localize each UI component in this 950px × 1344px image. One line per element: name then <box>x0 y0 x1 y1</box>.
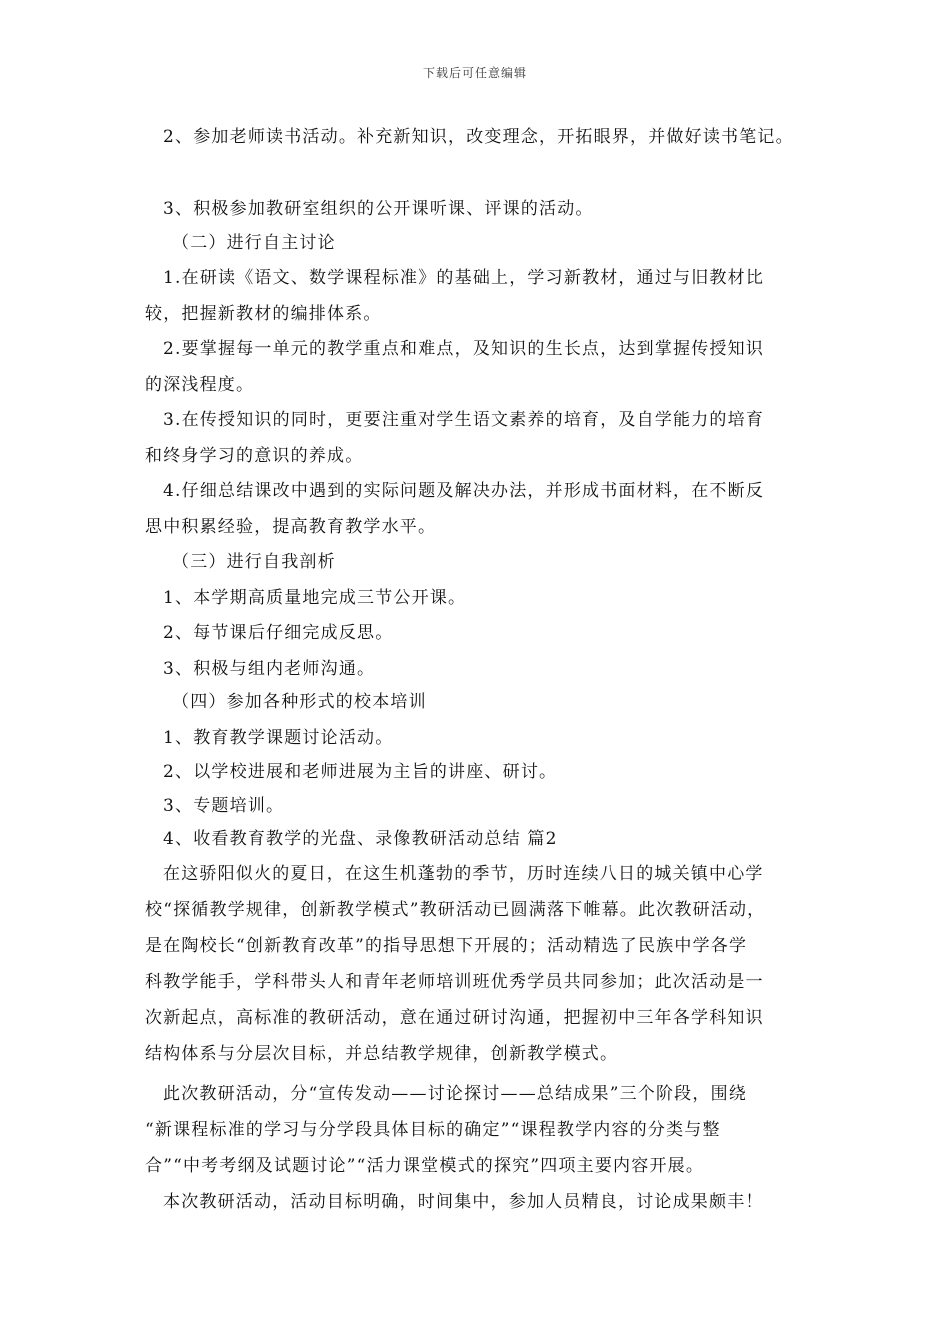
text-line: 和终身学习的意识的养成。 <box>145 446 364 466</box>
text-line: 4.仔细总结课改中遇到的实际问题及解决办法，并形成书面材料，在不断反 <box>163 481 765 501</box>
text-line: 科教学能手，学科带头人和青年老师培训班优秀学员共同参加；此次活动是一 <box>145 972 764 992</box>
text-line: 此次教研活动，分“宣传发动——讨论探讨——总结成果”三个阶段，围绕 <box>163 1084 747 1104</box>
section-heading: （四）参加各种形式的校本培训 <box>172 692 427 712</box>
text-line: 3、积极参加教研室组织的公开课听课、评课的活动。 <box>163 199 594 219</box>
text-line: 次新起点，高标准的教研活动，意在通过研讨沟通，把握初中三年各学科知识 <box>145 1008 764 1028</box>
text-line: 1、教育教学课题讨论活动。 <box>163 728 394 748</box>
text-line: 在这骄阳似火的夏日，在这生机蓬勃的季节，历时连续八日的城关镇中心学 <box>163 864 764 884</box>
text-line: 校“探循教学规律，创新教学模式”教研活动已圆满落下帷幕。此次教研活动， <box>145 900 766 920</box>
text-line: 1.在研读《语文、数学课程标准》的基础上，学习新教材，通过与旧教材比 <box>163 268 765 288</box>
text-line: 4、收看教育教学的光盘、录像教研活动总结 篇2 <box>163 829 558 849</box>
text-line: 3.在传授知识的同时，更要注重对学生语文素养的培育，及自学能力的培育 <box>163 410 765 430</box>
text-line: 2.要掌握每一单元的教学重点和难点，及知识的生长点，达到掌握传授知识 <box>163 339 765 359</box>
text-line: 结构体系与分层次目标，并总结教学规律，创新教学模式。 <box>145 1044 619 1064</box>
text-line: 1、本学期高质量地完成三节公开课。 <box>163 588 467 608</box>
section-heading: （二）进行自主讨论 <box>172 233 336 253</box>
text-line: 3、专题培训。 <box>163 796 285 816</box>
text-line: 的深浅程度。 <box>145 375 255 395</box>
text-line: 合”“中考考纲及试题讨论”“活力课堂模式的探究”四项主要内容开展。 <box>145 1156 705 1176</box>
text-line: 思中积累经验，提高教育教学水平。 <box>145 517 437 537</box>
text-line: 2、每节课后仔细完成反思。 <box>163 623 394 643</box>
text-line: 较，把握新教材的编排体系。 <box>145 304 382 324</box>
text-line: 2、以学校进展和老师进展为主旨的讲座、研讨。 <box>163 762 558 782</box>
text-line: “新课程标准的学习与分学段具体目标的确定”“课程教学内容的分类与整 <box>145 1120 721 1140</box>
text-line: 本次教研活动，活动目标明确，时间集中，参加人员精良，讨论成果颇丰！ <box>163 1192 764 1212</box>
section-heading: （三）进行自我剖析 <box>172 552 336 572</box>
text-line: 3、积极与组内老师沟通。 <box>163 659 376 679</box>
text-line: 2、参加老师读书活动。补充新知识，改变理念，开拓眼界，并做好读书笔记。 <box>163 127 794 147</box>
page-header: 下载后可任意编辑 <box>422 66 527 80</box>
text-line: 是在陶校长“创新教育改革”的指导思想下开展的；活动精选了民族中学各学 <box>145 936 748 956</box>
